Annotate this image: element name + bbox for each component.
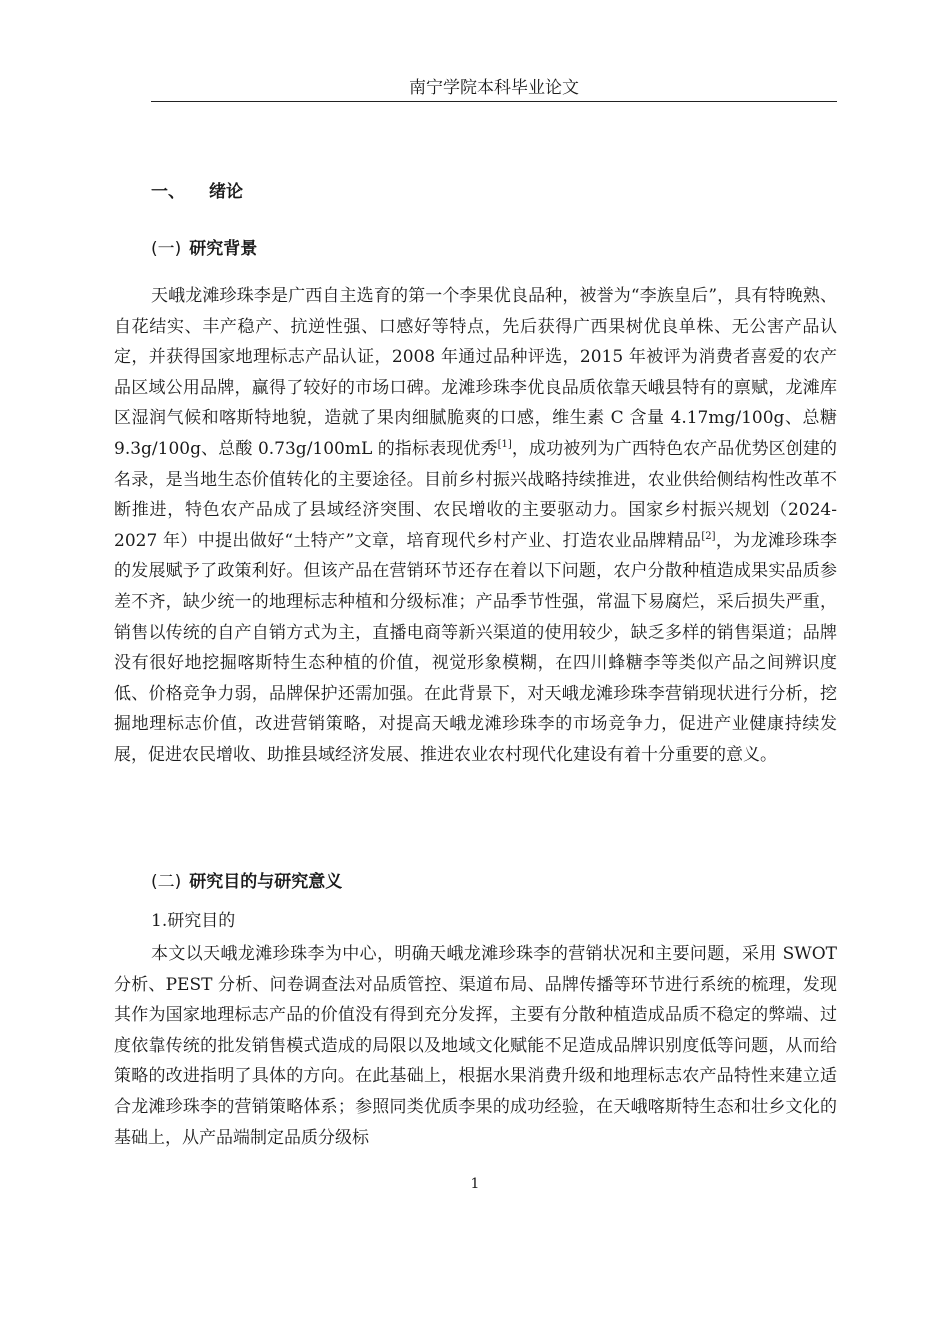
section-title: 研究目的与研究意义 xyxy=(189,872,343,892)
page-number: 1 xyxy=(470,1176,480,1192)
background-text-1: 天峨龙滩珍珠李是广西自主选育的第一个李果优良品种，被誉为“李族皇后”，具有特晚熟、自花结实、丰产稳产、抗逆性强、口感好等特点，先后获得广西果树优良单株、无公害产品认定，并获得国家地理标志产品认证，2008 年通过品种评选，2015 年被评为消费者喜爱的农产品区域公用品牌，赢得了较好的市场口碑。龙滩珍珠李优良品质依靠天峨县特有的禀赋，龙滩库区湿润气候和喀斯特地貌，造就了果肉细腻脆爽的口感，维生素 C 含量 4.17mg/100g、总糖 9.3g/100g、总酸 0.73g/100mL 的指标表现优秀 xyxy=(114,286,837,459)
background-paragraph xyxy=(114,281,837,771)
section-number: (一) xyxy=(151,239,182,259)
citation-2: [2] xyxy=(701,530,716,542)
chapter-number: 一、 xyxy=(151,182,185,202)
page-header: 南宁学院本科毕业论文 xyxy=(409,78,579,98)
section-number: (二) xyxy=(151,872,182,892)
section-heading-background xyxy=(151,237,257,261)
section-heading-purpose xyxy=(151,870,342,894)
purpose-text: 本文以天峨龙滩珍珠李为中心，明确天峨龙滩珍珠李的营销状况和主要问题，采用 SWOT 分析、PEST 分析、问卷调查法对品质管控、渠道布局、品牌传播等环节进行系统的梳理，发现其作为国家地理标志产品的价值没有得到充分发挥，主要有分散种植造成品质不稳定的弊端、过度依靠传统的批发销售模式造成的局限以及地域文化赋能不足造成品牌识别度低等问题，从而给策略的改进指明了具体的方向。在此基础上，根据水果消费升级和地理标志农产品特性来建立适合龙滩珍珠李的营销策略体系；参照同类优质李果的成功经验，在天峨喀斯特生态和壮乡文化的基础上，从产品端制定品质分级标 xyxy=(114,944,837,1148)
background-text-2: ，成功被列为广西特色农产品优势区创建的名录，是当地生态价值转化的主要途径。目前乡村振兴战略持续推进，农业供给侧结构性改革不断推进，特色农产品成了县域经济突围、农民增收的主要驱动力。国家乡村振兴规划（2024-2027 年）中提出做好“土特产”文章，培育现代乡村产业、打造农业品牌精品 xyxy=(114,438,838,551)
background-text-3: ，为龙滩珍珠李的发展赋予了政策利好。但该产品在营销环节还存在着以下问题，农户分散种植造成果实品质参差不齐，缺少统一的地理标志种植和分级标准；产品季节性强，常温下易腐烂，采后损失严重，销售以传统的自产自销方式为主，直播电商等新兴渠道的使用较少，缺乏多样的销售渠道；品牌没有很好地挖掘喀斯特生态种植的价值，视觉形象模糊，在四川蜂糖李等类似产品之间辨识度低、价格竞争力弱，品牌保护还需加强。在此背景下，对天峨龙滩珍珠李营销现状进行分析，挖掘地理标志价值，改进营销策略，对提高天峨龙滩珍珠李的市场竞争力，促进产业健康持续发展，促进农民增收、助推县域经济发展、推进农业农村现代化建设有着十分重要的意义。 xyxy=(114,530,837,765)
header-rule xyxy=(151,101,837,102)
chapter-heading xyxy=(151,180,243,204)
citation-1: [1] xyxy=(497,438,512,450)
chapter-title: 绪论 xyxy=(209,182,243,202)
subsection-heading: 1.研究目的 xyxy=(151,911,236,931)
purpose-paragraph xyxy=(114,939,837,1153)
section-title: 研究背景 xyxy=(189,239,258,259)
